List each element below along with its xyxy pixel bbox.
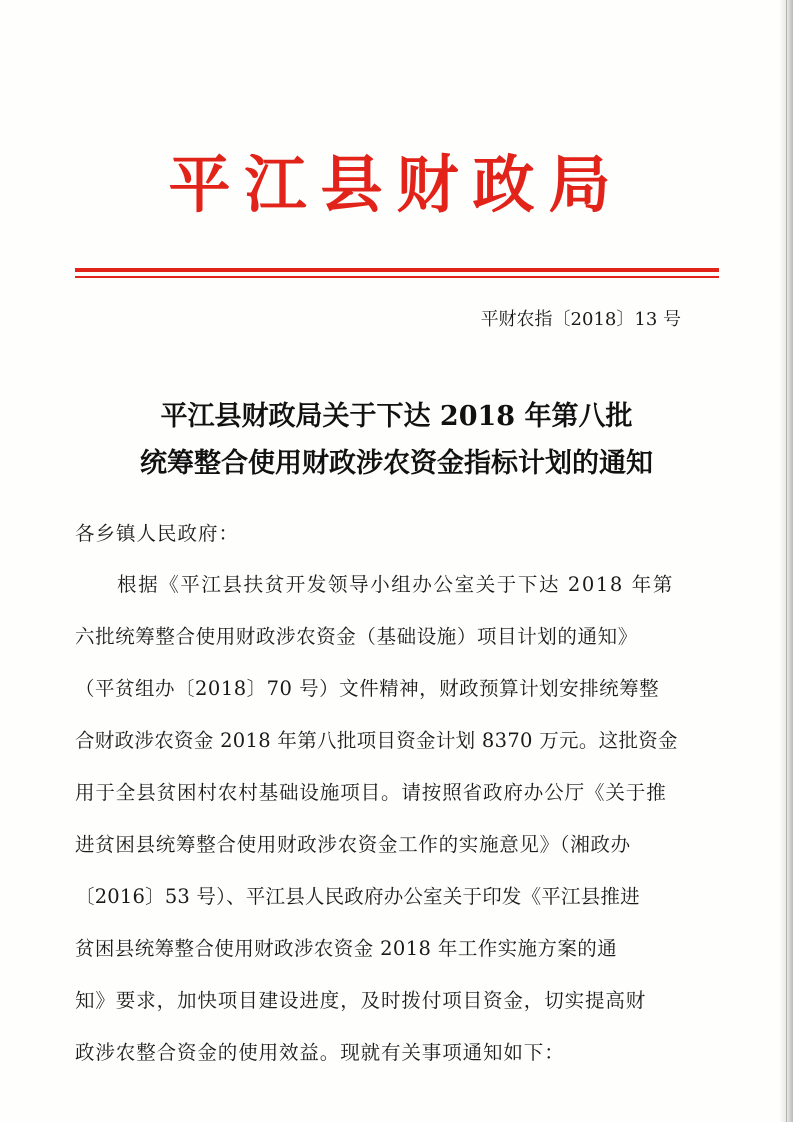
body-text-line: 合财政涉农资金 2018 年第八批项目资金计划 8370 万元。这批资金 [75, 729, 678, 752]
body-text-line: 用于全县贫困村农村基础设施项目。请按照省政府办公厅《关于推 [75, 781, 667, 804]
letterhead-rule-thick [75, 268, 719, 272]
letterhead-rule-thin [75, 276, 719, 278]
body-text-line: 知》要求，加快项目建设进度，及时拨付项目资金，切实提高财 [75, 989, 647, 1012]
body-text-line: 六批统筹整合使用财政涉农资金（基础设施）项目计划的通知》 [75, 625, 638, 648]
letterhead-title: 平江县财政局 [168, 148, 625, 221]
body-text-line: （平贫组办〔2018〕70 号）文件精神，财政预算计划安排统筹整 [75, 677, 660, 700]
salutation: 各乡镇人民政府： [75, 522, 240, 545]
scan-edge-line [786, 0, 787, 1122]
body-text-line: 政涉农整合资金的使用效益。现就有关事项通知如下： [75, 1041, 565, 1064]
document-number: 平财农指〔2018〕13 号 [480, 309, 681, 330]
document-title-line: 平江县财政局关于下达 2018 年第八批 [160, 401, 633, 432]
document-title-line: 统筹整合使用财政涉农资金指标计划的通知 [140, 448, 653, 479]
body-text-line: 进贫困县统筹整合使用财政涉农资金工作的实施意见》（湘政办 [75, 833, 631, 856]
body-text-line: 贫困县统筹整合使用财政涉农资金 2018 年工作实施方案的通 [75, 937, 618, 960]
body-text-line: 根据《平江县扶贫开发领导小组办公室关于下达 2018 年第 [117, 573, 674, 596]
body-text-line: 〔2016〕53 号）、平江县人民政府办公室关于印发《平江县推进 [75, 885, 640, 908]
document-title [0, 393, 793, 487]
